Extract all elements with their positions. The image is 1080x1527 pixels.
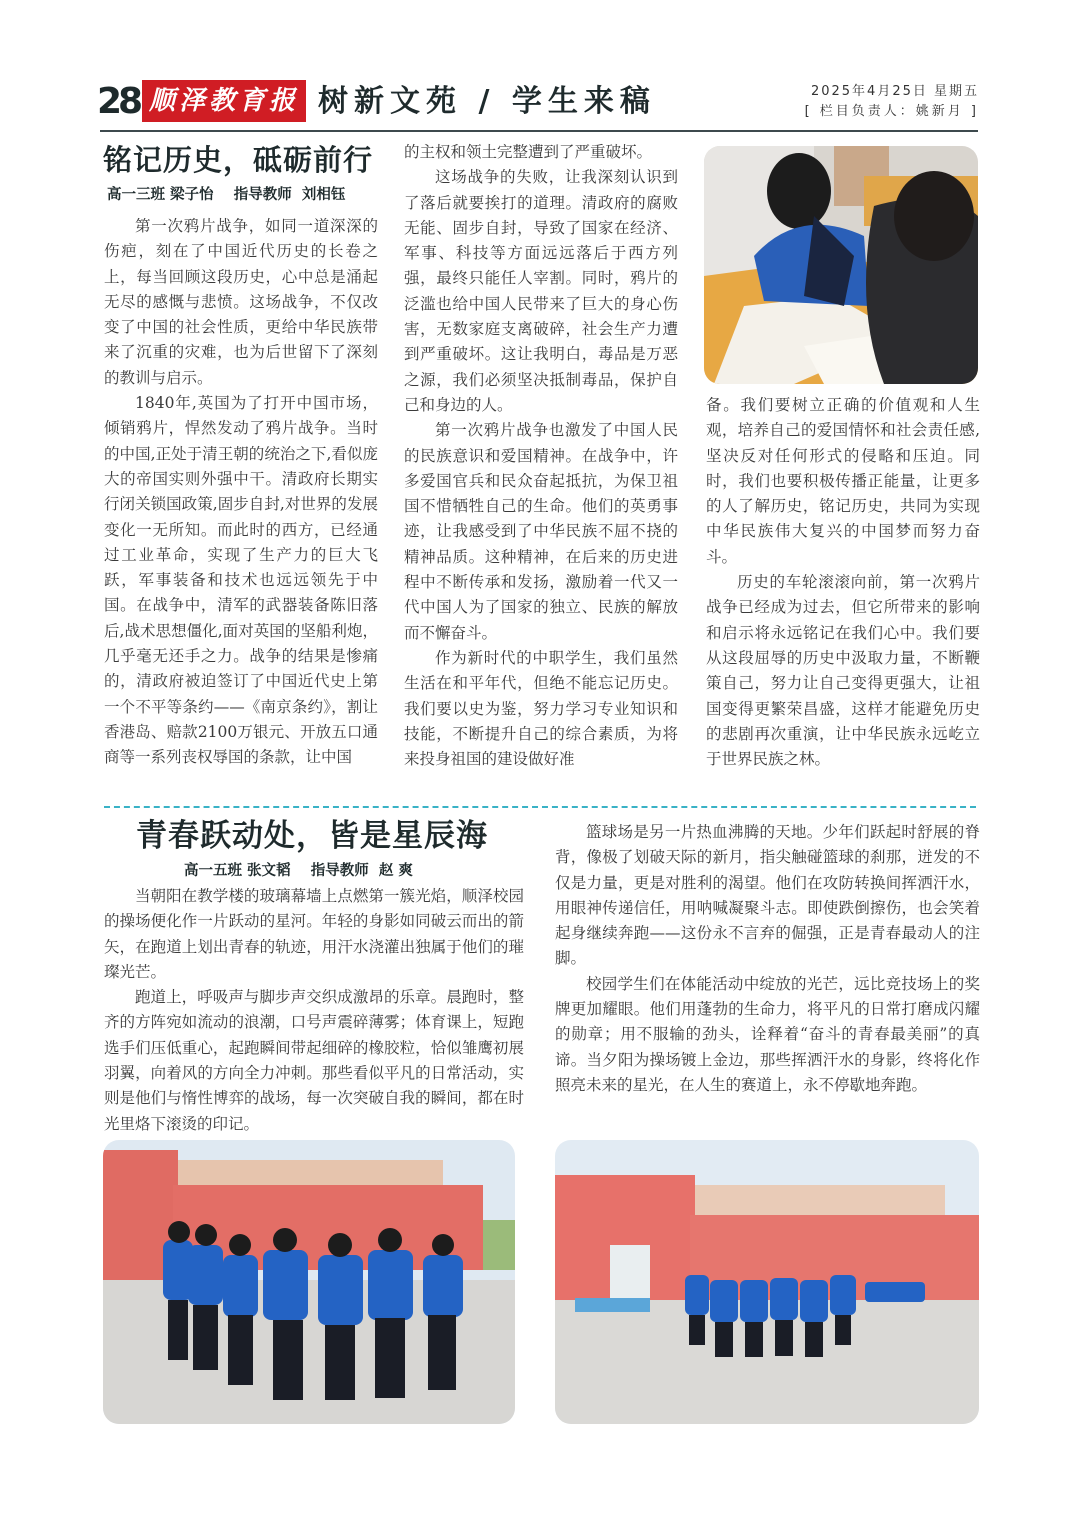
paragraph: 历史的车轮滚滚向前，第一次鸦片战争已经成为过去，但它所带来的影响和启示将永远铭记在我们心中。我们要从这段屈辱的历史中汲取力量，不断鞭策自己，努力让自己变得更强大，让祖国变得更繁荣昌盛，这样才能避免历史的悲剧再次重演，让中华民族永远屹立于世界民族之林。 xyxy=(706,573,980,769)
paragraph: 的主权和领土完整遭到了严重破坏。 xyxy=(404,143,653,161)
header-rule xyxy=(100,130,978,132)
column-editor: [ 栏目负责人：姚新月 ] xyxy=(804,104,979,119)
students-writing-photo xyxy=(704,146,978,384)
article1-title: 铭记历史，砥砺前行 xyxy=(103,143,374,177)
article1-column-1 xyxy=(104,214,378,771)
paragraph: 篮球场是另一片热血沸腾的天地。少年们跃起时舒展的脊背，像极了划破天际的新月，指尖触碰篮球的刹那，迸发的不仅是力量，更是对胜利的渴望。他们在攻防转换间挥洒汗水，用眼神传递信任，用呐喊凝聚斗志。即使跌倒擦伤，也会笑着起身继续奔跑——这份永不言弃的倔强，正是青春最动人的注脚。 xyxy=(555,823,980,968)
page-number: 28 xyxy=(97,81,140,122)
section-title: 树新文苑 / 学生来稿 xyxy=(318,84,656,119)
paragraph: 备。我们要树立正确的价值观和人生观，培养自己的爱国情怀和社会责任感,坚决反对任何形式的侵略和压迫。同时，我们也要积极传播正能量，让更多的人了解历史，铭记历史，共同为实现中华民族伟大复兴的中国梦而努力奋斗。 xyxy=(706,396,980,566)
article2-title: 青春跃动处，皆是星辰海 xyxy=(136,818,488,854)
paragraph: 作为新时代的中职学生，我们虽然生活在和平年代，但绝不能忘记历史。我们要以史为鉴，努力学习专业知识和技能，不断提升自己的综合素质，为将来投身祖国的建设做好准 xyxy=(404,648,678,769)
article1-column-3 xyxy=(706,393,980,772)
paragraph: 第一次鸦片战争，如同一道深深的伤疤，刻在了中国近代历史的长卷之上，每当回顾这段历史，心中总是涌起无尽的感慨与悲愤。这场战争，不仅改变了中国的社会性质，更给中华民族带来了沉重的灾难，也为后世留下了深刻的教训与启示。 xyxy=(104,217,378,387)
photo-illustration xyxy=(704,146,978,384)
paragraph: 这场战争的失败，让我深刻认识到了落后就要挨打的道理。清政府的腐败无能、固步自封，导致了国家在经济、军事、科技等方面远远落后于西方列强，最终只能任人宰割。同时，鸦片的泛滥也给中国人民带来了巨大的身心伤害，无数家庭支离破碎，社会生产力遭到严重破坏。这让我明白，毒品是万恶之源，我们必须坚决抵制毒品，保护自己和身边的人。 xyxy=(404,168,678,414)
paragraph: 1840年,英国为了打开中国市场，倾销鸦片，悍然发动了鸦片战争。当时的中国,正处于清王朝的统治之下,看似庞大的帝国实则外强中干。清政府长期实行闭关锁国政策,固步自封,对世界的发展变化一无所知。而此时的西方，已经通过工业革命，实现了生产力的巨大飞跃，军事装备和技术也远远领先于中国。在战争中，清军的武器装备陈旧落后,战术思想僵化,面对英国的坚船利炮，几乎毫无还手之力。战争的结果是惨痛的，清政府被迫签订了中国近代史上第一个不平等条约——《南京条约》，割让香港岛、赔款2100万银元、开放五口通商等一系列丧权辱国的条款，让中国 xyxy=(104,394,378,767)
paragraph: 第一次鸦片战争也激发了中国人民的民族意识和爱国精神。在战争中，许多爱国官兵和民众奋起抵抗，为保卫祖国不惜牺牲自己的生命。他们的英勇事迹，让我感受到了中华民族不屈不挠的精神品质。这种精神，在后来的历史进程中不断传承和发扬，激励着一代又一代中国人为了国家的独立、民族的解放而不懈奋斗。 xyxy=(404,421,678,642)
paragraph: 跑道上，呼吸声与脚步声交织成激昂的乐章。晨跑时，整齐的方阵宛如流动的浪潮，口号声震碎薄雾；体育课上，短跑选手们压低重心，起跑瞬间带起细碎的橡胶粒，恰似雏鹰初展羽翼，向着风的方向全力冲刺。那些看似平凡的日常活动，实则是他们与惰性博弈的战场，每一次突破自我的瞬间，都在时光里烙下滚烫的印记。 xyxy=(104,988,524,1133)
article2-column-2 xyxy=(555,820,980,1098)
article1-column-2 xyxy=(404,140,678,772)
article1-byline: 高一三班 梁子怡 指导教师 刘相钰 xyxy=(107,187,346,203)
issue-date: 2025年4月25日 星期五 xyxy=(810,84,979,99)
photo-illustration xyxy=(103,1140,515,1424)
students-running-photo-closeup xyxy=(103,1140,515,1424)
students-running-photo-wide xyxy=(555,1140,979,1424)
photo-illustration xyxy=(555,1140,979,1424)
paragraph: 当朝阳在教学楼的玻璃幕墙上点燃第一簇光焰，顺泽校园的操场便化作一片跃动的星河。年轻的身影如同破云而出的箭矢，在跑道上划出青春的轨迹，用汗水浇灌出独属于他们的璀璨光芒。 xyxy=(104,887,524,981)
paragraph: 校园学生们在体能活动中绽放的光芒，远比竞技场上的奖牌更加耀眼。他们用蓬勃的生命力，将平凡的日常打磨成闪耀的勋章；用不服输的劲头，诠释着“奋斗的青春最美丽”的真谛。当夕阳为操场镀上金边，那些挥洒汗水的身影，终将化作照亮未来的星光，在人生的赛道上，永不停歇地奔跑。 xyxy=(555,974,980,1094)
article2-column-1 xyxy=(104,884,524,1137)
article-separator xyxy=(104,806,976,808)
article2-byline: 高一五班 张文韬 指导教师 赵 爽 xyxy=(184,863,413,879)
newspaper-masthead: 顺泽教育报 xyxy=(142,80,306,122)
